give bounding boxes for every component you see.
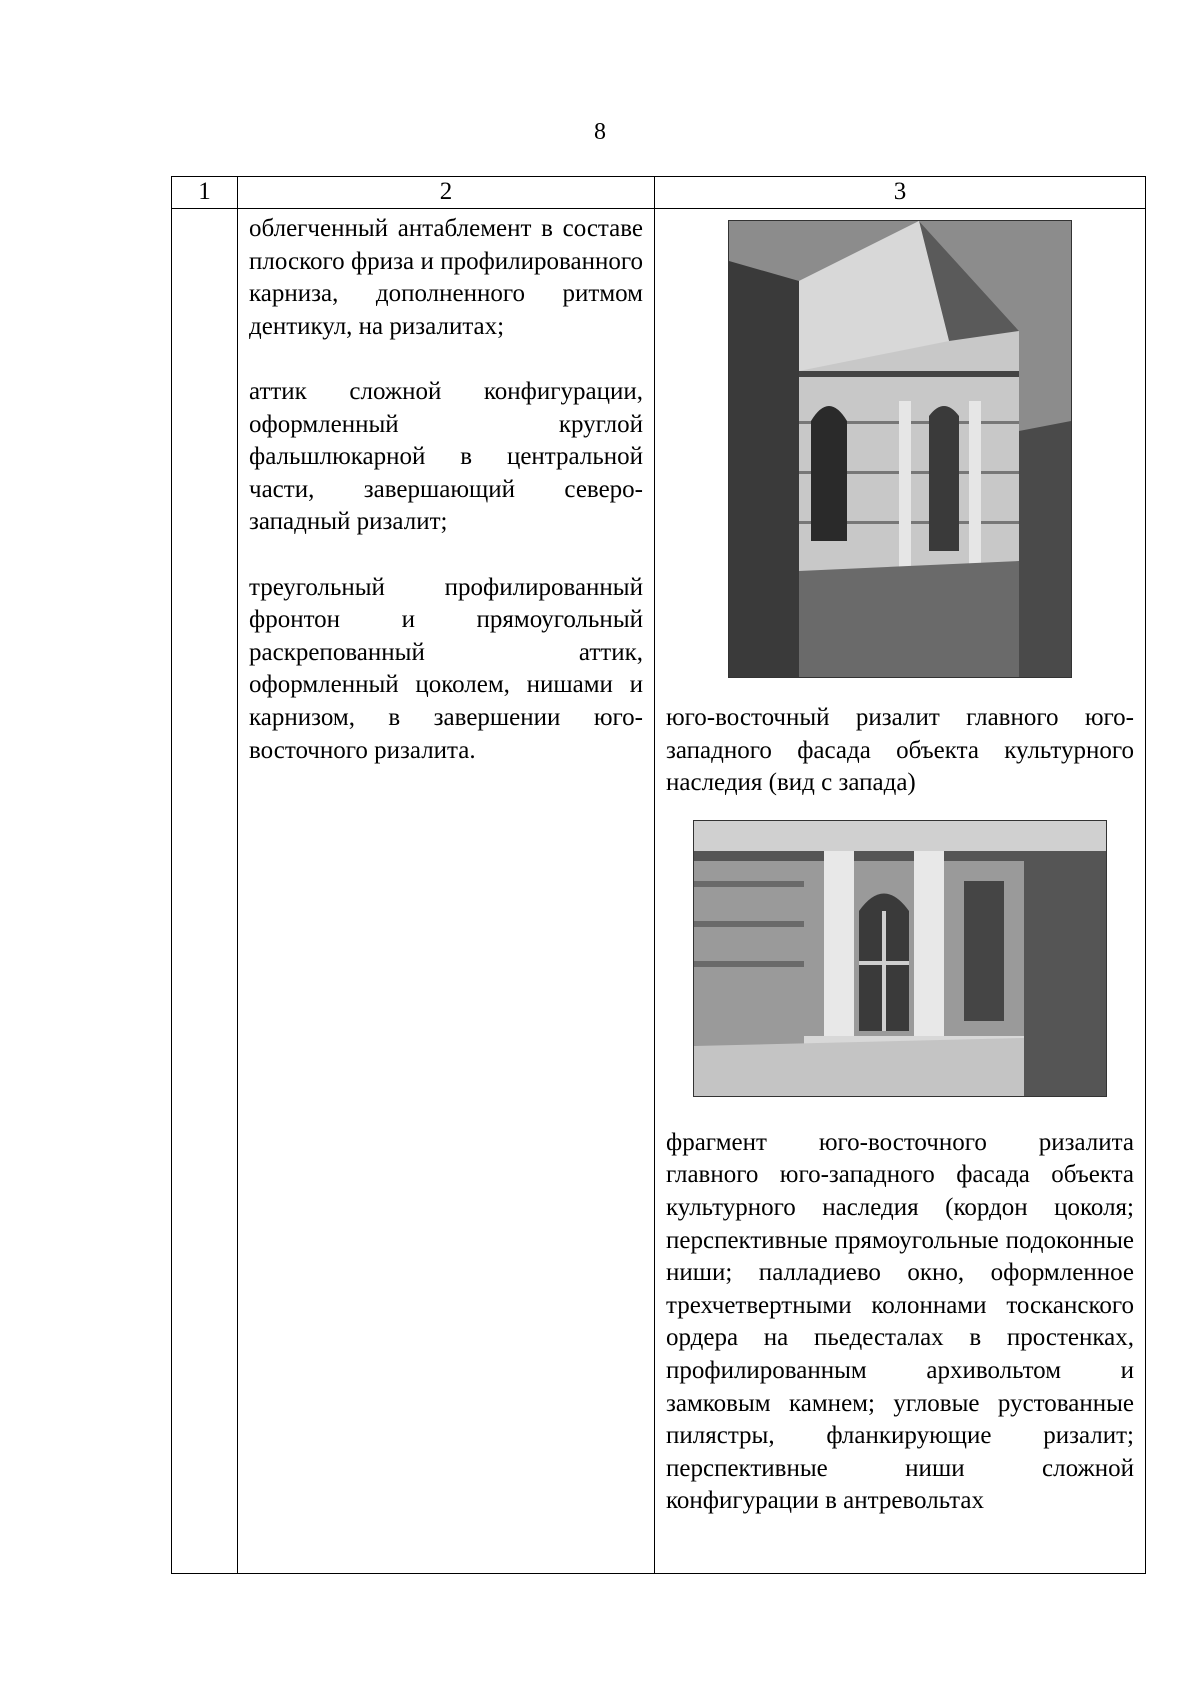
cell-col-3 [655, 209, 1146, 1574]
cell-col-2 [238, 209, 655, 1574]
header-col-3: 3 [655, 177, 1146, 209]
header-col-2: 2 [238, 177, 655, 209]
cell-col-1 [172, 209, 238, 1574]
description-paragraph-3: треугольный профилированный фронтон и прямоугольный раскрепованный аттик, оформленный цоколем, нишами и карнизом, в завершении юго-восточного ризалита. [249, 573, 643, 764]
document-table [171, 176, 1146, 1574]
header-col-1: 1 [172, 177, 238, 209]
table-row [172, 209, 1146, 1574]
table-header-row [172, 177, 1146, 209]
description-paragraph-2: аттик сложной конфигурации, оформленный круглой фальшлюкарной в центральной части, завершающий северо-западный ризалит; [249, 377, 643, 536]
photo2-caption: фрагмент юго-восточного ризалита главного юго-западного фасада объекта культурного наследия (кордон цоколя; перспективные прямоугольные подоконные ниши; палладиево окно, оформленное трехчетвертными колоннами тосканского ордера на пьедесталах в простенках, профилированным архивольтом и замковым камнем; угловые рустованные пилястры, фланкирующие ризалит; перспективные ниши сложной конфигурации в антревольтах [666, 1128, 1134, 1515]
photo-southeast-risalit [728, 220, 1072, 678]
page-number: 8 [594, 119, 606, 145]
description-paragraph-1: облегченный антаблемент в составе плоского фриза и профилированного карниза, дополненного ритмом дентикул, на ризалитах; [249, 215, 643, 340]
photo1-caption: юго-восточный ризалит главного юго-западного фасада объекта культурного наследия (вид с запада) [666, 704, 1134, 797]
photo-palladian-window-fragment [693, 820, 1107, 1097]
